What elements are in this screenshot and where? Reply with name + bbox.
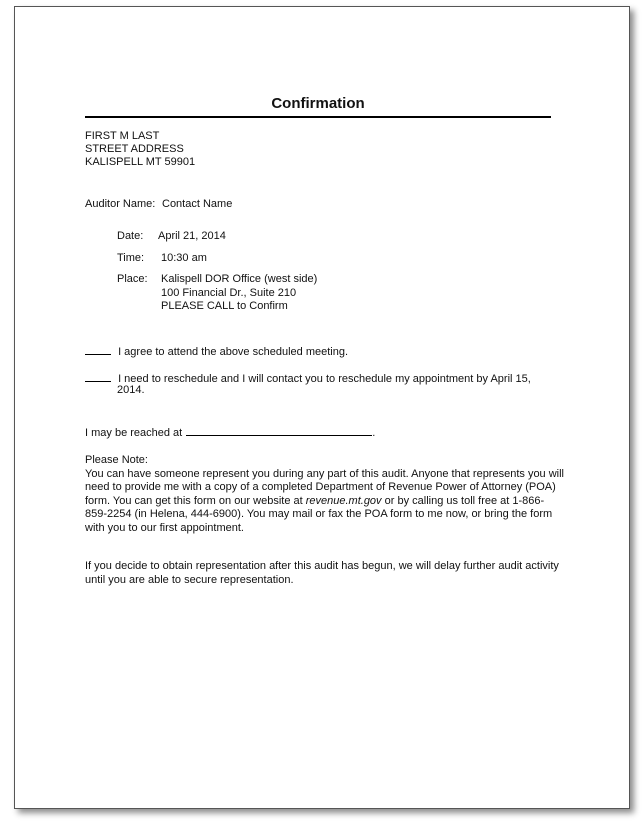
place-line-office: Kalispell DOR Office (west side): [161, 273, 318, 285]
option-reschedule-text: I need to reschedule and I will contact you to reschedule my appointment by April 15,: [118, 373, 531, 385]
reach-label: I may be reached at: [85, 427, 183, 439]
place-line-call: PLEASE CALL to Confirm: [161, 300, 288, 312]
note-block: [85, 454, 565, 536]
note-paragraph-2: If you decide to obtain representation after this audit has begun, we will delay further audit activity until you are able to secure representation.: [85, 560, 559, 586]
time-label: Time:: [117, 252, 145, 264]
note-p1-text-cont: or by calling us toll free at 1-866-859-2254 (in Helena, 444-6900). You may mail or fax the POA form to me now, or bring the form with you to our first appointment.: [85, 494, 553, 534]
place-label: Place:: [117, 273, 148, 285]
option-attend: [85, 344, 348, 359]
option-reschedule: [85, 371, 531, 386]
document-page: [14, 6, 630, 809]
note-p1-text: You can have someone represent you during any part of this audit. Anyone that represents you will need to provide me with a copy of a completed Department of Revenue Power of Attorney (POA) form. You can get this form on our website at: [85, 467, 565, 507]
date-value: April 21, 2014: [158, 230, 226, 242]
reschedule-checkbox-line[interactable]: [85, 371, 111, 382]
title-rule: [85, 116, 551, 118]
document-title: Confirmation: [271, 95, 365, 112]
auditor-label: Auditor Name:: [85, 198, 156, 210]
reach-line: [85, 425, 375, 440]
time-value: 10:30 am: [161, 252, 207, 264]
attend-checkbox-line[interactable]: [85, 344, 111, 355]
place-line-address: 100 Financial Dr., Suite 210: [161, 287, 297, 299]
phone-blank[interactable]: [186, 425, 372, 436]
reach-period: .: [372, 427, 376, 439]
address-line-street: STREET ADDRESS: [85, 143, 184, 155]
auditor-name: Contact Name: [162, 198, 233, 210]
option-reschedule-text-cont: 2014.: [117, 384, 145, 396]
note-heading: Please Note:: [85, 454, 148, 466]
option-attend-text: I agree to attend the above scheduled meeting.: [118, 346, 349, 358]
address-line-city: KALISPELL MT 59901: [85, 156, 196, 168]
website-link[interactable]: revenue.mt.gov: [305, 494, 382, 507]
note-paragraph-1: [85, 468, 565, 536]
date-label: Date:: [117, 230, 144, 242]
address-line-name: FIRST M LAST: [85, 130, 160, 142]
